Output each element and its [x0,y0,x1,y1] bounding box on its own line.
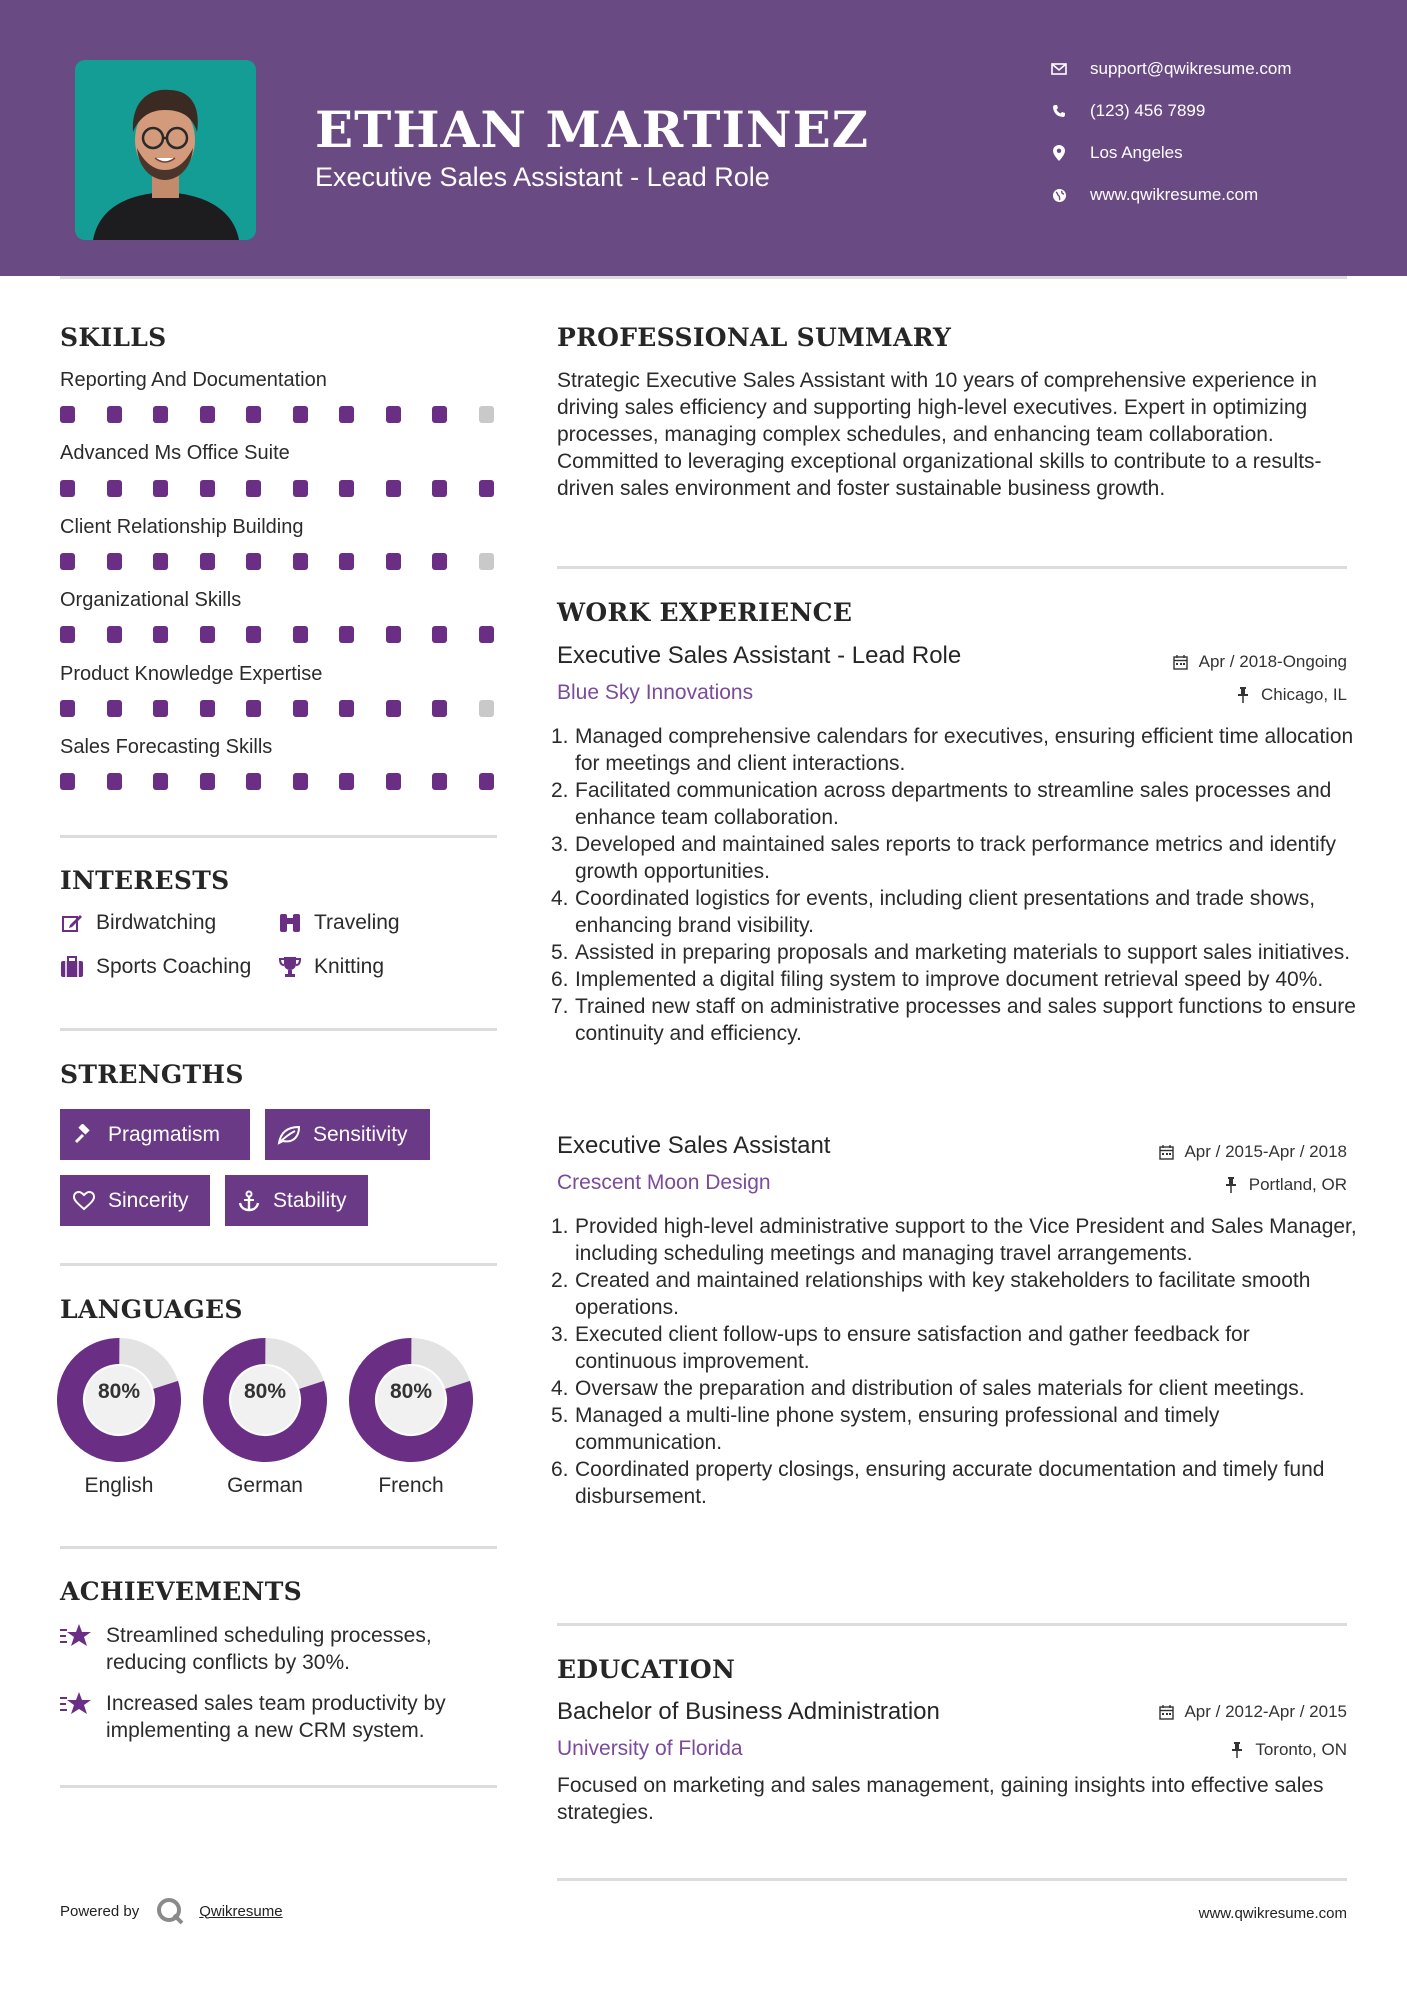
edit-icon [60,911,84,935]
candidate-name: ETHAN MARTINEZ [315,100,870,159]
skill-name: Advanced Ms Office Suite [60,442,290,464]
star-icon [60,1622,92,1652]
candidate-title: Executive Sales Assistant - Lead Role [315,162,770,192]
company-name: Blue Sky Innovations [557,681,754,704]
job-location-text: Portland, OR [1248,1175,1347,1194]
skill-dot-filled [107,553,122,570]
qwikresume-link[interactable]: Qwikresume [199,1902,283,1920]
experience-heading: WORK EXPERIENCE [557,598,853,627]
skill-dot-filled [60,480,75,497]
language-item [57,1338,181,1498]
skill-dot-filled [200,773,215,790]
education-dates-text: Apr / 2012-Apr / 2015 [1184,1702,1347,1721]
skill-rating [60,700,500,718]
skill-dot-filled [293,773,308,790]
job-dates-text: Apr / 2018-Ongoing [1198,652,1347,671]
strength-label: Sensitivity [313,1122,408,1146]
section-divider [60,1785,497,1788]
language-percent: 80% [243,1380,287,1403]
skill-rating [60,480,500,498]
envelope-icon [1050,60,1068,78]
skill-dot-filled [386,700,401,717]
skill-dot-filled [293,553,308,570]
phone-icon [1050,102,1068,120]
contact-phone[interactable] [1050,96,1370,126]
responsibility-item: 1. Provided high-level administrative support to the Vice President and Sales Manager, including scheduling meetings and managing travel arrangements. [551,1215,1357,1265]
skill-dot-filled [60,553,75,570]
responsibility-item: 6. Coordinated property closings, ensuring accurate documentation and timely fund disbursement. [551,1458,1325,1508]
skill-dot-filled [386,480,401,497]
skill-dot-filled [246,480,261,497]
skill-dot-filled [200,480,215,497]
responsibility-item: 3. Executed client follow-ups to ensure satisfaction and gather feedback for continuous improvement. [551,1323,1250,1373]
job-location [1235,685,1347,705]
language-percent: 80% [389,1380,433,1403]
section-divider [60,1263,497,1266]
map-pin-icon [1050,144,1068,162]
responsibility-item: 2. Facilitated communication across departments to streamline sales processes and enhance team collaboration. [551,779,1332,829]
section-divider [60,1546,497,1549]
footer-powered-by [60,1896,283,1926]
skill-dot-filled [107,406,122,423]
skill-dot-filled [339,626,354,643]
skill-dot-filled [432,700,447,717]
anchor-icon [237,1189,261,1213]
skill-dot-filled [432,626,447,643]
education-location-text: Toronto, ON [1255,1740,1347,1759]
skill-dot-filled [107,700,122,717]
language-name: English [84,1474,154,1497]
responsibility-list [551,723,1357,1047]
contact-email-text: support@qwikresume.com [1090,59,1292,78]
strength-badge [60,1175,210,1226]
skill-dot-filled [153,773,168,790]
skill-dot-empty [479,700,494,717]
skill-dot-filled [60,406,75,423]
skill-dot-filled [293,626,308,643]
footer-website[interactable]: www.qwikresume.com [1198,1905,1347,1922]
skill-dot-filled [107,773,122,790]
strength-badge [225,1175,368,1226]
skill-dot-filled [107,626,122,643]
skill-name: Reporting And Documentation [60,369,327,391]
profile-photo [75,60,256,240]
skill-dot-filled [293,700,308,717]
achievement-item [60,1690,500,1744]
skill-dot-filled [479,773,494,790]
interest-label: Sports Coaching [96,955,252,978]
strength-badge [265,1109,430,1160]
interest-item [60,911,216,935]
skill-dot-filled [153,626,168,643]
skill-dot-filled [246,773,261,790]
strength-label: Sincerity [108,1188,189,1212]
education-location [1229,1740,1347,1760]
pushpin-icon [1235,687,1251,703]
skill-dot-filled [432,773,447,790]
section-divider [60,1028,497,1031]
languages-heading: LANGUAGES [60,1295,243,1324]
skill-dot-filled [153,553,168,570]
job-title: Executive Sales Assistant - Lead Role [557,642,962,669]
job-title: Executive Sales Assistant [557,1132,831,1159]
skill-dot-filled [339,700,354,717]
skill-dot-filled [339,553,354,570]
calendar-icon [1158,1144,1174,1160]
interest-label: Traveling [314,911,400,934]
skill-name: Product Knowledge Expertise [60,663,323,685]
education-dates [1158,1702,1347,1722]
calendar-icon [1173,654,1189,670]
skill-rating [60,406,500,424]
qwikresume-logo-icon [155,1896,185,1926]
binoculars-icon [278,911,302,935]
school-name: University of Florida [557,1737,743,1760]
skill-dot-filled [432,406,447,423]
pushpin-icon [1223,1177,1239,1193]
achievement-item [60,1622,500,1676]
summary-text: Strategic Executive Sales Assistant with 10 years of comprehensive experience in driving sales efficiency and supporting high-level executives. Expert in optimizing processes, managing complex schedules, and enhancing team collaboration. Committed to leveraging exceptional organizational skills to contribute to a results-driven sales environment and foster sustainable business growth. [557,369,1322,500]
skill-dot-filled [200,553,215,570]
interest-item [60,955,251,979]
job-dates [1158,1142,1347,1162]
job-dates-text: Apr / 2015-Apr / 2018 [1184,1142,1347,1161]
education-description: Focused on marketing and sales management, gaining insights into effective sales strategies. [557,1774,1324,1824]
contact-email[interactable] [1050,54,1370,84]
header-divider [60,276,1347,279]
skill-dot-filled [432,553,447,570]
language-item [349,1338,473,1498]
contact-location [1050,138,1370,168]
contact-website[interactable] [1050,180,1370,210]
heart-icon [72,1189,96,1213]
interest-item [278,955,384,979]
strength-label: Pragmatism [108,1122,221,1146]
responsibility-item: 3. Developed and maintained sales reports to track performance metrics and identify growth opportunities. [551,833,1337,883]
leaf-icon [277,1123,301,1147]
responsibility-list [551,1213,1357,1510]
skill-rating [60,553,500,571]
skill-dot-filled [200,626,215,643]
gavel-icon [72,1123,96,1147]
skill-dot-filled [200,700,215,717]
achievement-text: Increased sales team productivity by implementing a new CRM system. [106,1692,446,1742]
language-item [203,1338,327,1498]
degree-title: Bachelor of Business Administration [557,1698,940,1725]
job-dates [1173,652,1347,672]
pushpin-icon [1229,1742,1245,1758]
skill-dot-filled [153,480,168,497]
contact-location-text: Los Angeles [1090,143,1183,162]
section-divider [557,566,1347,569]
company-name: Crescent Moon Design [557,1171,771,1194]
skill-name: Client Relationship Building [60,516,304,538]
responsibility-item: 4. Coordinated logistics for events, including client presentations and trade shows, enhancing brand visibility. [551,887,1316,937]
strength-badge [60,1109,250,1160]
skill-rating [60,773,500,791]
responsibility-item: 5. Managed a multi-line phone system, ensuring professional and timely communication. [551,1404,1220,1454]
language-name: French [378,1474,444,1497]
resume-header [0,0,1407,276]
job-location [1223,1175,1347,1195]
skill-dot-filled [386,626,401,643]
interest-label: Knitting [314,955,385,978]
suitcase-icon [60,955,84,979]
skill-name: Organizational Skills [60,589,242,611]
skill-dot-filled [339,773,354,790]
responsibility-item: 1. Managed comprehensive calendars for executives, ensuring efficient time allocation for meetings and client interactions. [551,725,1354,775]
section-divider [60,835,497,838]
interests-heading: INTERESTS [60,866,230,895]
responsibility-item: 7. Trained new staff on administrative processes and sales support functions to ensure continuity and efficiency. [551,995,1356,1045]
skill-dot-filled [432,480,447,497]
language-name: German [227,1474,303,1497]
skill-dot-filled [339,406,354,423]
globe-icon [1050,186,1068,204]
skill-dot-filled [386,773,401,790]
skill-dot-filled [107,480,122,497]
powered-by-label: Powered by [60,1902,140,1920]
skill-dot-filled [246,553,261,570]
skill-dot-filled [246,626,261,643]
responsibility-item: 5. Assisted in preparing proposals and marketing materials to support sales initiatives. [551,941,1351,964]
star-icon [60,1690,92,1720]
skill-dot-filled [479,480,494,497]
achievement-text: Streamlined scheduling processes, reducing conflicts by 30%. [106,1624,432,1674]
interest-label: Birdwatching [96,911,217,934]
language-percent: 80% [97,1380,141,1403]
skills-heading: SKILLS [60,323,167,352]
skill-dot-filled [479,626,494,643]
skill-dot-filled [339,480,354,497]
strength-label: Stability [273,1188,347,1212]
contact-phone-text: (123) 456 7899 [1090,101,1206,120]
education-heading: EDUCATION [557,1655,736,1684]
skill-dot-filled [293,406,308,423]
summary-heading: PROFESSIONAL SUMMARY [557,323,952,352]
skill-dot-filled [60,700,75,717]
skill-dot-filled [200,406,215,423]
responsibility-item: 4. Oversaw the preparation and distribution of sales materials for client meetings. [551,1377,1305,1400]
skill-dot-filled [153,700,168,717]
section-divider [557,1623,1347,1626]
skill-dot-filled [293,480,308,497]
skill-dot-filled [386,406,401,423]
responsibility-item: 6. Implemented a digital filing system to improve document retrieval speed by 40%. [551,968,1324,991]
skill-dot-filled [153,406,168,423]
strengths-heading: STRENGTHS [60,1060,244,1089]
skill-dot-empty [479,553,494,570]
responsibility-item: 2. Created and maintained relationships with key stakeholders to facilitate smooth operations. [551,1269,1311,1319]
skill-dot-filled [60,626,75,643]
trophy-icon [278,955,302,979]
skill-dot-empty [479,406,494,423]
calendar-icon [1158,1704,1174,1720]
skill-name: Sales Forecasting Skills [60,736,273,758]
job-location-text: Chicago, IL [1261,685,1347,704]
section-divider [557,1878,1347,1881]
interest-item [278,911,400,935]
contact-website-text: www.qwikresume.com [1090,185,1259,204]
skill-dot-filled [60,773,75,790]
skill-dot-filled [246,700,261,717]
skill-dot-filled [386,553,401,570]
skill-dot-filled [246,406,261,423]
achievements-heading: ACHIEVEMENTS [60,1577,302,1606]
skill-rating [60,626,500,644]
